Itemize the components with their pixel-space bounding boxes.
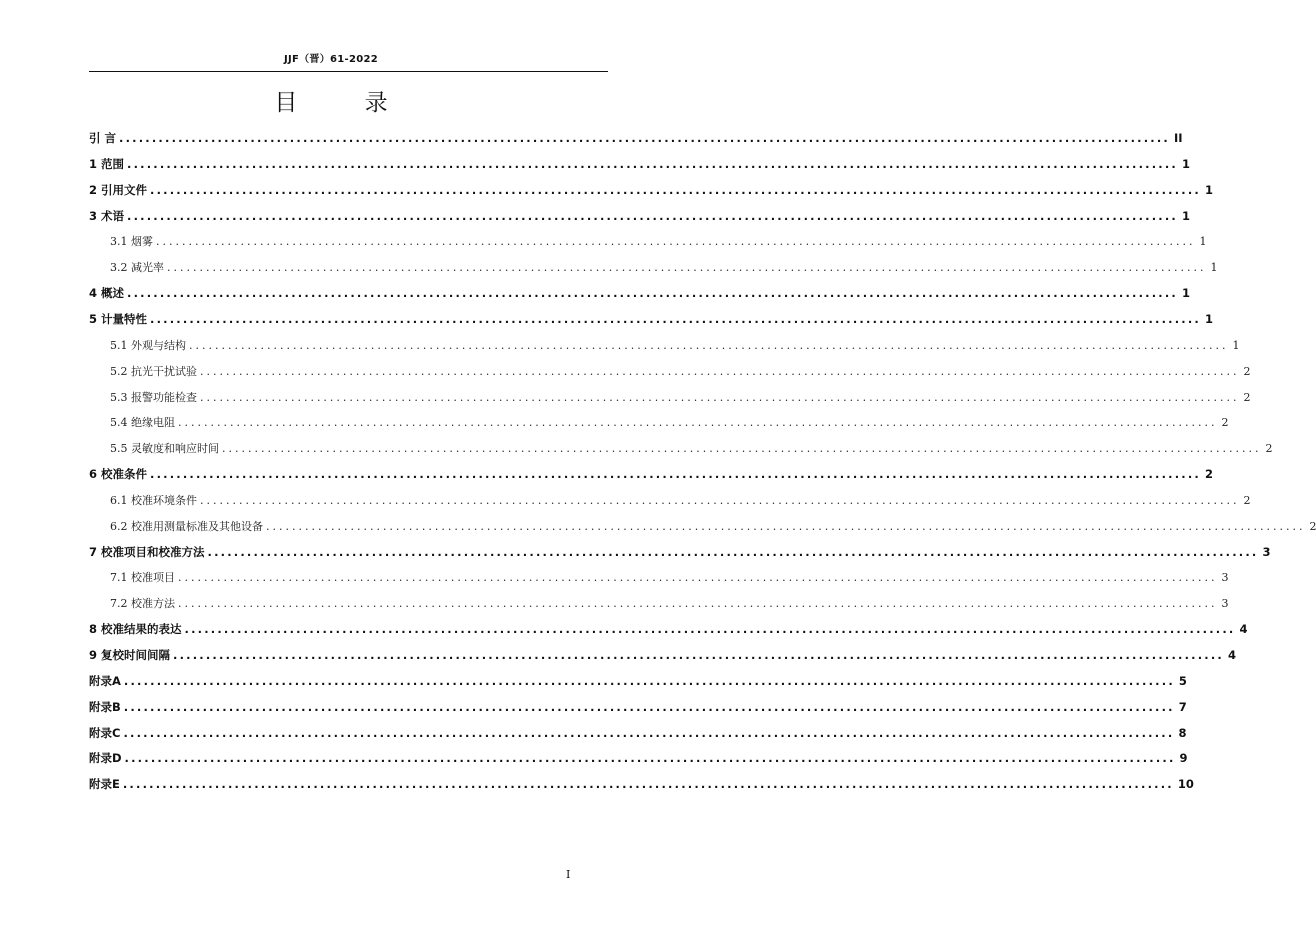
toc-leader-dots: ................................................................................................................................................................ xyxy=(123,699,1175,714)
toc-entry[interactable] xyxy=(89,647,1237,665)
toc-entry-label: 5.3 报警功能检查 xyxy=(110,390,197,404)
toc-leader-dots: ................................................................................................................................................................ xyxy=(184,622,1236,637)
toc-entry-page: 1 xyxy=(1210,261,1218,275)
toc-leader-dots: ................................................................................................................................................................ xyxy=(150,182,1201,197)
toc-entry-page: 4 xyxy=(1239,622,1248,637)
toc-entry-page: 7 xyxy=(1178,699,1187,714)
toc-entry[interactable] xyxy=(89,750,1188,768)
toc-entry[interactable] xyxy=(89,595,1229,613)
toc-entry-label: 1 范围 xyxy=(89,156,125,171)
header-rule xyxy=(89,71,608,72)
toc-leader-dots: ................................................................................................................................................................ xyxy=(119,131,1170,145)
toc-entry-label: 9 复校时间间隔 xyxy=(89,648,171,662)
toc-entry[interactable] xyxy=(89,569,1229,587)
toc-entry-page: 3 xyxy=(1262,544,1271,559)
toc-entry-page: 4 xyxy=(1228,648,1237,662)
toc-entry-page: 10 xyxy=(1177,777,1194,792)
toc-entry[interactable] xyxy=(89,208,1191,226)
toc-leader-dots: ................................................................................................................................................................ xyxy=(207,544,1259,559)
toc-entry-page: 2 xyxy=(1221,416,1229,430)
toc-entry-label: 5.5 灵敏度和响应时间 xyxy=(110,442,219,456)
toc-entry-label: 4 概述 xyxy=(89,286,125,301)
toc-leader-dots: ................................................................................................................................................................ xyxy=(266,519,1306,533)
toc-leader-dots: ................................................................................................................................................................ xyxy=(122,777,1174,792)
toc-entry-page: 9 xyxy=(1179,751,1188,766)
toc-leader-dots: ................................................................................................................................................................ xyxy=(200,493,1240,507)
toc-entry-label: 7 校准项目和校准方法 xyxy=(89,544,205,559)
toc-entry[interactable] xyxy=(89,440,1273,458)
toc-entry-page: II xyxy=(1174,131,1183,145)
toc-entry-label: 附录B xyxy=(89,699,121,714)
toc-entry-label: 5.1 外观与结构 xyxy=(110,338,186,352)
toc-entry[interactable] xyxy=(89,776,1194,794)
toc-leader-dots: ................................................................................................................................................................ xyxy=(127,286,1178,301)
toc-leader-dots: ................................................................................................................................................................ xyxy=(178,416,1218,430)
toc-leader-dots: ................................................................................................................................................................ xyxy=(156,235,1196,249)
toc-entry[interactable] xyxy=(89,466,1214,484)
toc-entry-label: 5.2 抗光干扰试验 xyxy=(110,364,197,378)
toc-leader-dots: ................................................................................................................................................................ xyxy=(167,261,1207,275)
toc-entry-label: 3 术语 xyxy=(89,208,125,223)
toc-entry-page: 8 xyxy=(1178,725,1187,740)
toc-title: 目 录 xyxy=(274,90,418,116)
page-number: I xyxy=(566,868,571,881)
toc-entry-page: 1 xyxy=(1205,182,1214,197)
toc-entry[interactable] xyxy=(89,259,1218,277)
toc-leader-dots: ................................................................................................................................................................ xyxy=(124,751,1176,766)
toc-entry[interactable] xyxy=(89,699,1187,717)
toc-entry-page: 1 xyxy=(1182,156,1191,171)
toc-entry-label: 7.2 校准方法 xyxy=(110,597,175,611)
toc-leader-dots: ................................................................................................................................................................ xyxy=(178,597,1218,611)
toc-entry-page: 1 xyxy=(1182,286,1191,301)
toc-leader-dots: ................................................................................................................................................................ xyxy=(178,571,1218,585)
toc-leader-dots: ................................................................................................................................................................ xyxy=(123,673,1175,688)
toc-entry-page: 3 xyxy=(1221,597,1229,611)
toc-entry[interactable] xyxy=(89,130,1183,148)
toc-entry-label: 附录E xyxy=(89,777,120,792)
toc-leader-dots: ................................................................................................................................................................ xyxy=(200,364,1240,378)
toc-entry-label: 5 计量特性 xyxy=(89,311,148,326)
toc-leader-dots: ................................................................................................................................................................ xyxy=(127,156,1178,171)
toc-leader-dots: ................................................................................................................................................................ xyxy=(150,467,1201,482)
toc-entry-page: 1 xyxy=(1199,235,1207,249)
toc-entry-label: 附录A xyxy=(89,673,121,688)
toc-entry[interactable] xyxy=(89,389,1251,407)
toc-entry-page: 2 xyxy=(1205,467,1214,482)
toc-entry-page: 5 xyxy=(1178,673,1187,688)
toc-entry[interactable] xyxy=(89,311,1214,329)
toc-entry-page: 2 xyxy=(1265,442,1273,456)
toc-leader-dots: ................................................................................................................................................................ xyxy=(222,442,1262,456)
toc-entry-label: 引 言 xyxy=(89,131,117,145)
toc-entry-page: 2 xyxy=(1309,519,1316,533)
standard-code: JJF（晋）61-2022 xyxy=(283,54,379,65)
toc-entry-label: 3.1 烟雾 xyxy=(110,235,153,249)
toc-entry-page: 2 xyxy=(1243,493,1251,507)
toc-entry-label: 6.2 校准用测量标准及其他设备 xyxy=(110,519,263,533)
toc-entry[interactable] xyxy=(89,725,1187,743)
toc-entry-label: 2 引用文件 xyxy=(89,182,148,197)
toc-entry-label: 附录C xyxy=(89,725,121,740)
toc-entry[interactable] xyxy=(89,233,1207,251)
toc-leader-dots: ................................................................................................................................................................ xyxy=(123,725,1175,740)
toc-entry-label: 7.1 校准项目 xyxy=(110,571,175,585)
toc-entry-page: 1 xyxy=(1205,311,1214,326)
toc-entry-page: 2 xyxy=(1243,390,1251,404)
toc-entry[interactable] xyxy=(89,621,1248,639)
toc-entry-label: 6 校准条件 xyxy=(89,467,148,482)
toc-leader-dots: ................................................................................................................................................................ xyxy=(200,390,1240,404)
toc-leader-dots: ................................................................................................................................................................ xyxy=(189,338,1229,352)
toc-entry[interactable] xyxy=(89,414,1229,432)
toc-leader-dots: ................................................................................................................................................................ xyxy=(127,208,1178,223)
toc-entry[interactable] xyxy=(89,156,1191,174)
toc-entry[interactable] xyxy=(89,544,1271,562)
toc-entry-label: 8 校准结果的表达 xyxy=(89,622,182,637)
toc-leader-dots: ................................................................................................................................................................ xyxy=(150,311,1201,326)
toc-entry-page: 1 xyxy=(1232,338,1240,352)
toc-entry-label: 附录D xyxy=(89,751,122,766)
toc-entry[interactable] xyxy=(89,182,1214,200)
toc-entry-label: 5.4 绝缘电阻 xyxy=(110,416,175,430)
toc-entry-label: 3.2 减光率 xyxy=(110,261,164,275)
toc-entry[interactable] xyxy=(89,363,1251,381)
toc-entry[interactable] xyxy=(89,673,1187,691)
toc-entry[interactable] xyxy=(89,518,1316,536)
toc-entry[interactable] xyxy=(89,492,1251,510)
toc-entry[interactable] xyxy=(89,285,1191,303)
toc-leader-dots: ................................................................................................................................................................ xyxy=(173,648,1224,662)
toc-entry-page: 2 xyxy=(1243,364,1251,378)
toc-entry-label: 6.1 校准环境条件 xyxy=(110,493,197,507)
toc-entry-page: 1 xyxy=(1182,208,1191,223)
toc-entry-page: 3 xyxy=(1221,571,1229,585)
toc-entry[interactable] xyxy=(89,337,1240,355)
